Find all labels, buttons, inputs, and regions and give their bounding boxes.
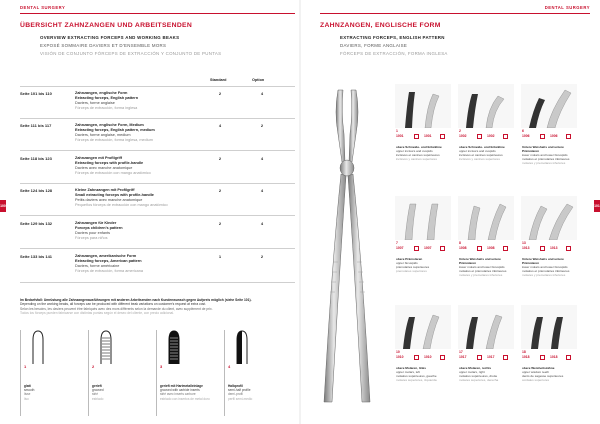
table-row: [20, 91, 295, 121]
left-page-number: 100: [0, 200, 6, 212]
desc-fr: molaires et prémolaires inférieures: [522, 269, 570, 273]
table-row: [20, 188, 295, 218]
beak-type-smooth: [20, 330, 84, 416]
beak-caption: [24, 384, 34, 401]
right-subtitle-en: EXTRACTING FORCEPS, ENGLISH PATTERN: [340, 35, 445, 40]
order-codes: [459, 246, 515, 254]
desc-fr: molaires supérieures, gauche: [396, 374, 437, 378]
row-line-en: Extracting forceps with profile-handle: [75, 161, 144, 165]
card-description: [459, 145, 515, 161]
order-checkbox[interactable]: [477, 134, 482, 139]
caption-en: smooth: [24, 388, 35, 393]
order-checkbox[interactable]: [503, 355, 508, 360]
forceps-illustration: [308, 82, 388, 412]
row-line-de: Zahnzangen für Kinder: [75, 221, 117, 225]
order-code: 1018: [522, 355, 530, 359]
row-standard: 2: [218, 188, 222, 193]
caption-es: liso: [24, 396, 29, 401]
note-fr: Selon les besoins, les daviers peuvent être fabriqués avec des mors différents selon la demande du client, avec supplément de prix.: [20, 306, 213, 311]
card-description: [459, 366, 515, 382]
beak-photo: [395, 84, 451, 128]
order-code: 1006: [522, 134, 530, 138]
order-code: 1017: [487, 355, 495, 359]
order-checkbox[interactable]: [540, 355, 545, 360]
order-checkbox[interactable]: [477, 355, 482, 360]
desc-en: upper incisors and cuspids: [459, 149, 496, 153]
row-option: 4: [260, 91, 264, 96]
desc-de: Untere Weisheits und untere Prämolaren: [522, 257, 564, 265]
beak-half-profile-icon: [234, 330, 250, 364]
row-line-de: Zahnzangen, englische Form, Medium: [75, 123, 144, 127]
order-checkbox[interactable]: [414, 246, 419, 251]
beak-caption: [92, 384, 104, 401]
table-row: [20, 123, 295, 153]
desc-de: obere Weisheitszähne: [522, 366, 555, 370]
right-page-number: 101: [594, 200, 600, 212]
desc-es: premolares superiores: [396, 269, 427, 273]
row-ref: Seite 118 bis 123: [20, 156, 52, 161]
order-checkbox[interactable]: [503, 134, 508, 139]
caption-de: gerieft mit Hartmetalleinlage: [160, 384, 203, 388]
row-option: 2: [260, 123, 264, 128]
caption-fr: strié: [92, 392, 99, 397]
row-line-fr: Daviers, forme anglaise: [75, 101, 115, 105]
order-code: 1008: [487, 246, 495, 250]
desc-en: lower molars and lower bicuspids: [459, 265, 505, 269]
order-code: 1013: [550, 246, 558, 250]
beak-number: 4: [228, 364, 231, 369]
row-line-en: Extracting forceps, English pattern, medium: [75, 128, 155, 132]
caption-es: estriado: [92, 396, 104, 401]
row-line-es: Fórceps de extracción con mango anatómico: [75, 171, 151, 175]
desc-en: lower molars and lower bicuspids: [522, 153, 568, 157]
desc-de: obere Schneide- und Eckzähne: [459, 145, 505, 149]
row-line-de: Kleine Zahnzangen mit Profilgriff: [75, 188, 135, 192]
right-section-header: DENTAL SURGERY: [544, 5, 590, 10]
row-line-fr: Daviers pour enfants: [75, 231, 111, 235]
order-code: 1007: [396, 246, 404, 250]
row-line-de: Zahnzangen, englische Form: [75, 91, 128, 95]
order-code: 1010: [424, 355, 432, 359]
row-line-es: Fórceps de extracción, forma inglesa, medium: [75, 138, 153, 142]
caption-es: perfil semi-medio: [228, 396, 253, 401]
product-card[interactable]: [521, 305, 577, 385]
beak-number: 3: [160, 364, 163, 369]
desc-en: upper incisors and cuspids: [396, 149, 433, 153]
card-description: [522, 366, 578, 382]
table-row: [20, 221, 295, 251]
note-es: Todos los fórceps pueden fabricarse con distintas puntas según el deseo del cliente, con precio adicional.: [20, 311, 174, 316]
table-divider: [20, 150, 295, 151]
row-line-es: Pequeños fórceps de extracción con mango anatómico: [75, 203, 168, 207]
order-code: 1001: [396, 134, 404, 138]
right-subtitle-fr: DAVIERS, FORME ANGLAISE: [340, 43, 408, 48]
order-code: 1001: [424, 134, 432, 138]
order-code: 1002: [487, 134, 495, 138]
table-divider: [20, 86, 295, 87]
row-line-fr: Daviers, forme américaine: [75, 264, 120, 268]
desc-es: incisivos y caninos superiores: [396, 157, 437, 161]
caption-fr: strié avec inserts carbure: [160, 392, 196, 397]
table-divider: [20, 118, 295, 119]
table-row: [20, 156, 295, 186]
row-line-fr: Daviers, forme anglaise, medium: [75, 133, 131, 137]
row-line-de: Zahnzangen mit Profilgriff: [75, 156, 123, 160]
order-codes: [459, 355, 515, 363]
order-checkbox[interactable]: [566, 355, 571, 360]
row-description: [75, 91, 138, 111]
product-card[interactable]: [395, 84, 451, 164]
left-subtitle-fr: EXPOSÉ SOMMAIRE DAVIERS ET D'ENSEMBLE MORS: [40, 43, 167, 48]
card-description: [396, 145, 452, 161]
caption-en: grooved: [92, 388, 104, 393]
beak-photo: [521, 196, 577, 240]
row-standard: 2: [218, 91, 222, 96]
card-description: [459, 257, 515, 277]
note-de: Im Bedarfsfall: Umrüstung alle Zahnzangenausführungen mit anderen Arbeitsenden nach Kundenwunsch gegen Aufpreis möglich (siehe Seite 101).: [20, 298, 252, 302]
order-codes: [396, 246, 452, 254]
row-line-fr: Petits daviers avec manche anatomique: [75, 198, 143, 202]
product-card[interactable]: [458, 84, 514, 164]
order-checkbox[interactable]: [477, 246, 482, 251]
beak-photo: [458, 196, 514, 240]
table-divider: [20, 183, 295, 184]
desc-fr: molaires supérieures, droite: [459, 374, 498, 378]
row-line-es: Fórceps de extracción, forma americana: [75, 269, 143, 273]
order-checkbox[interactable]: [440, 134, 445, 139]
order-checkbox[interactable]: [566, 134, 571, 139]
row-ref: Seite 101 bis 110: [20, 91, 52, 96]
order-code: 1017: [459, 355, 467, 359]
caption-de: gerieft: [92, 384, 102, 388]
beak-photo: [521, 84, 577, 128]
desc-fr: molaires et prémolaires inférieures: [459, 269, 507, 273]
row-line-en: Extracting forceps, American pattern: [75, 259, 142, 263]
order-code: 1010: [396, 355, 404, 359]
col-option-header: Option: [252, 78, 265, 82]
desc-fr: molaires et prémolaires inférieures: [522, 157, 570, 161]
desc-fr: incisives et canines supérieures: [396, 153, 440, 157]
desc-es: molares y premolares inferiores: [522, 161, 566, 165]
table-divider: [20, 248, 295, 249]
right-subtitle-es: FÓRCEPS DE EXTRACCIÓN, FORMA INGLESA: [340, 51, 448, 56]
card-number: 17: [459, 350, 463, 354]
row-ref: Seite 133 bis 141: [20, 254, 53, 259]
beak-photo: [458, 84, 514, 128]
order-code: 1018: [550, 355, 558, 359]
order-codes: [396, 134, 452, 142]
order-codes: [522, 134, 578, 142]
order-checkbox[interactable]: [503, 246, 508, 251]
beak-photo: [458, 305, 514, 349]
row-line-fr: Daviers avec manche anatomique: [75, 166, 133, 170]
card-description: [396, 257, 452, 273]
notes-block: [20, 298, 295, 316]
product-card[interactable]: [521, 84, 577, 164]
beak-type-carbide: [156, 330, 220, 416]
beak-types: [20, 330, 295, 416]
order-codes: [459, 134, 515, 142]
left-subtitle-es: VISIÓN DE CONJUNTO FÓRCEPS DE EXTRACCIÓN Y CONJUNTO DE PUNTAS: [40, 51, 222, 56]
desc-de: Untere Weisheits und untere Prämolaren: [522, 145, 564, 153]
row-description: [75, 254, 143, 274]
beak-caption: [228, 384, 252, 401]
card-number: 6: [522, 129, 524, 133]
desc-es: molares y premolares inferiores: [522, 273, 566, 277]
order-checkbox[interactable]: [540, 246, 545, 251]
desc-en: upper bicuspids: [396, 261, 418, 265]
beak-photo: [395, 305, 451, 349]
card-number: 18: [522, 350, 526, 354]
order-code: 1013: [522, 246, 530, 250]
row-description: [75, 188, 168, 208]
caption-es: estriado con insertos de metal duro: [160, 396, 210, 401]
caption-fr: lisse: [24, 392, 31, 397]
row-ref: Seite 111 bis 117: [20, 123, 52, 128]
row-ref: Seite 129 bis 132: [20, 221, 53, 226]
desc-fr: incisives et canines supérieures: [459, 153, 503, 157]
order-codes: [522, 246, 578, 254]
desc-es: molares y premolares inferiores: [459, 273, 503, 277]
order-checkbox[interactable]: [540, 134, 545, 139]
left-subtitle-en: OVERVIEW EXTRACTING FORCEPS AND WORKING BEAKS: [40, 35, 180, 40]
table-divider: [20, 215, 295, 216]
product-card[interactable]: [458, 196, 514, 276]
row-standard: 2: [218, 221, 222, 226]
card-number: 1: [396, 129, 398, 133]
right-title: ZAHNZANGEN, ENGLISCHE FORM: [320, 22, 441, 29]
right-page: [300, 0, 600, 424]
caption-en: grooved with carbide inserts: [160, 388, 200, 393]
beak-number: 2: [92, 364, 95, 369]
caption-de: Halbprofil: [228, 384, 243, 388]
desc-fr: dents de sagesse supérieures: [522, 374, 564, 378]
card-description: [522, 145, 578, 165]
row-line-es: Fórceps para niños: [75, 236, 108, 240]
caption-de: glatt: [24, 384, 31, 388]
desc-de: obere Molaren, rechts: [459, 366, 492, 370]
card-number: 13: [522, 241, 526, 245]
desc-en: lower molars and lower bicuspids: [522, 265, 568, 269]
row-standard: 2: [218, 156, 222, 161]
desc-de: obere Schneide- und Eckzähne: [396, 145, 442, 149]
order-codes: [522, 355, 578, 363]
order-checkbox[interactable]: [566, 246, 571, 251]
product-card[interactable]: [521, 196, 577, 276]
row-standard: 4: [218, 123, 222, 128]
card-number: 2: [459, 129, 461, 133]
row-line-es: Fórceps de extracción, forma inglesa: [75, 106, 138, 110]
desc-en: upper molars, left: [396, 370, 420, 374]
desc-en: upper molars, right: [459, 370, 485, 374]
row-option: 4: [260, 188, 264, 193]
row-standard: 1: [218, 254, 222, 259]
order-checkbox[interactable]: [440, 246, 445, 251]
beak-type-half-profile: [224, 330, 288, 416]
left-header-rule: [20, 13, 295, 14]
right-header-rule: [320, 13, 590, 14]
row-option: 4: [260, 221, 264, 226]
row-line-de: Zahnzangen, amerikanische Form: [75, 254, 137, 258]
beak-caption: [160, 384, 210, 401]
desc-es: molares superiores, izquierda: [396, 378, 437, 382]
caption-fr: demi-profil: [228, 392, 243, 397]
row-line-en: Forceps children's pattern: [75, 226, 123, 230]
row-description: [75, 123, 155, 143]
desc-es: incisivos y caninos superiores: [459, 157, 500, 161]
order-code: 1006: [550, 134, 558, 138]
beak-smooth-icon: [30, 330, 46, 364]
row-line-en: Small extracting forceps with profile-handle: [75, 193, 154, 197]
product-card[interactable]: [395, 305, 451, 385]
row-option: 2: [260, 254, 264, 259]
card-description: [396, 366, 452, 382]
note-en: Depending on the working beaks, all forceps can be produced with different beak variations on customer's request at extra cost.: [20, 302, 207, 307]
desc-fr: prémolaires supérieures: [396, 265, 430, 269]
row-description: [75, 156, 151, 176]
row-option: 4: [260, 156, 264, 161]
desc-de: obere Prämolaren: [396, 257, 423, 261]
row-description: [75, 221, 123, 241]
beak-grooved-icon: [98, 330, 114, 364]
order-checkbox[interactable]: [414, 355, 419, 360]
table-row: [20, 254, 295, 284]
beak-type-grooved: [88, 330, 152, 416]
beak-photo: [521, 305, 577, 349]
beak-photo: [395, 196, 451, 240]
table-divider: [20, 282, 295, 283]
col-standard-header: Standard: [210, 78, 227, 82]
card-number: 10: [396, 350, 400, 354]
desc-es: cordales superiores: [522, 378, 549, 382]
left-title: ÜBERSICHT ZAHNZANGEN UND ARBEITSENDEN: [20, 22, 193, 29]
caption-en: semi-half profile: [228, 388, 251, 393]
desc-de: obere Molaren, links: [396, 366, 426, 370]
product-card[interactable]: [458, 305, 514, 385]
row-line-en: Extracting forceps, English pattern: [75, 96, 139, 100]
desc-en: upper wisdom teeth: [522, 370, 549, 374]
beak-number: 1: [24, 364, 27, 369]
order-checkbox[interactable]: [440, 355, 445, 360]
product-card[interactable]: [395, 196, 451, 276]
left-section-header: DENTAL SURGERY: [20, 5, 66, 10]
desc-de: Untere Weisheits und untere Prämolaren: [459, 257, 501, 265]
card-number: 8: [459, 241, 461, 245]
order-code: 1007: [424, 246, 432, 250]
order-code: 1008: [459, 246, 467, 250]
card-description: [522, 257, 578, 277]
order-checkbox[interactable]: [414, 134, 419, 139]
order-codes: [396, 355, 452, 363]
order-code: 1002: [459, 134, 467, 138]
card-number: 7: [396, 241, 398, 245]
row-ref: Seite 124 bis 128: [20, 188, 53, 193]
desc-es: molares superiores, derecha: [459, 378, 499, 382]
beak-carbide-icon: [166, 330, 182, 364]
